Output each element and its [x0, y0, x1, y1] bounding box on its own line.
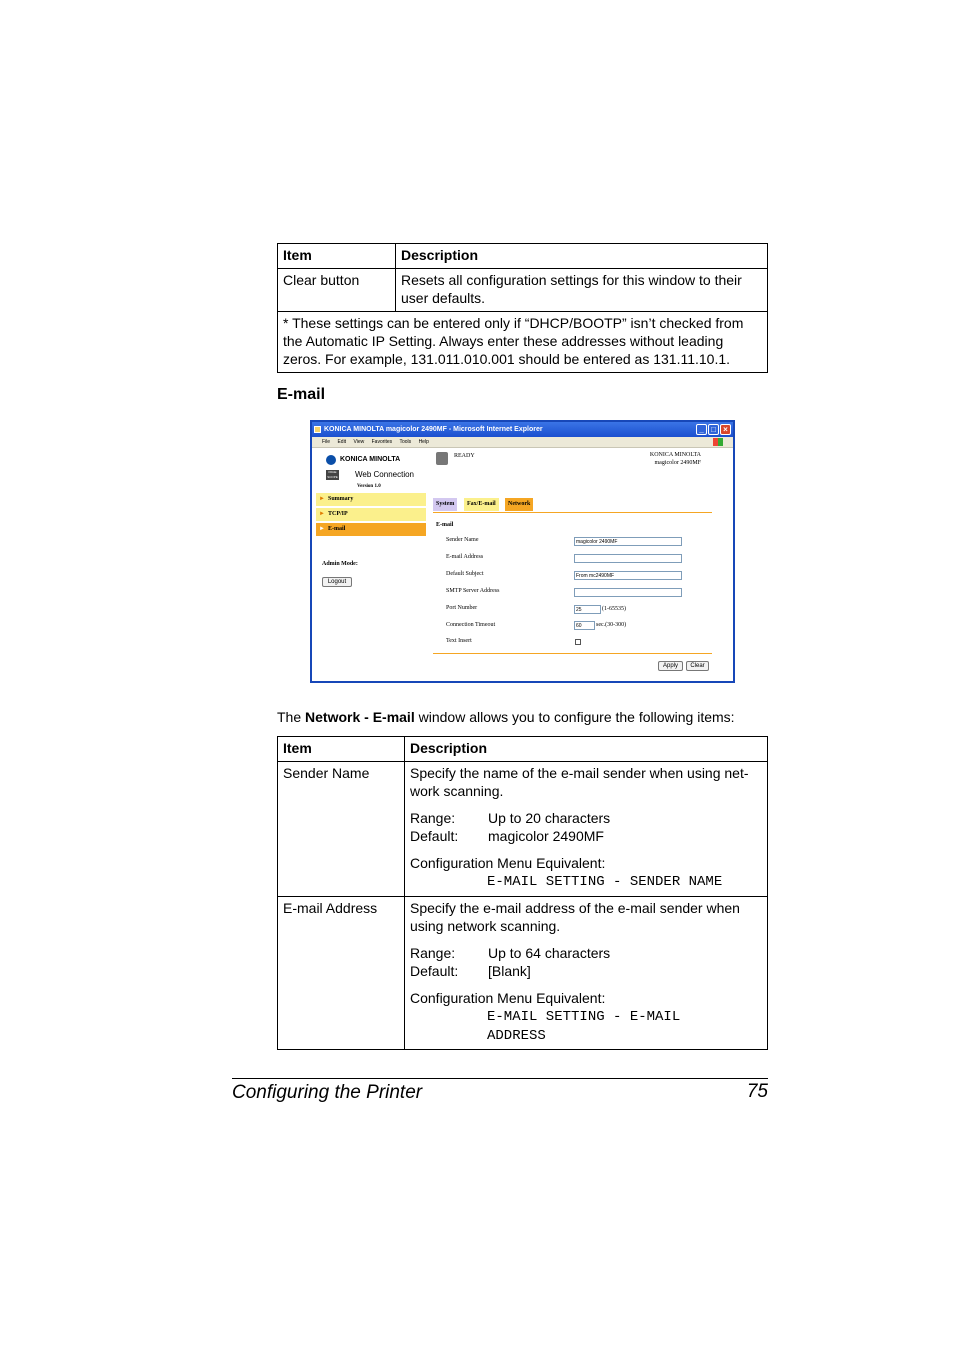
minimize-icon[interactable]: _ [696, 424, 707, 435]
table-row [278, 312, 768, 373]
header-item: Item [278, 737, 405, 762]
table-row [278, 897, 768, 1050]
clear-button[interactable]: Clear [686, 661, 709, 671]
range-line: Range: Up to 64 characters [410, 945, 611, 961]
footnote: * These settings can be entered only if “DHCP/BOOTP” isn’t checked from the Automatic IP Setting. Always enter these addresses without leading zeros. For example, 131.011.010.001 should be entered as 131.11.10.1. [278, 312, 768, 373]
row-item: E-mail Address [278, 897, 405, 1050]
label-email-address: E-mail Address [446, 554, 484, 560]
arrow-right-icon: ► [319, 511, 325, 517]
connection-timeout-input[interactable]: 60 [574, 621, 595, 630]
sidebar-item-tcpip[interactable]: ► TCP/IP [316, 508, 426, 521]
windows-flag-icon [713, 438, 723, 446]
default-line: Default: magicolor 2490MF [410, 828, 604, 844]
arrow-right-icon: ► [319, 496, 325, 502]
arrow-right-icon: ► [319, 526, 325, 532]
logout-button[interactable]: Logout [322, 577, 352, 587]
label-default-subject: Default Subject [446, 571, 484, 577]
browser-window-screenshot [310, 420, 735, 683]
section-title: E-mail [436, 522, 454, 528]
admin-mode-label: Admin Mode: [322, 561, 358, 567]
port-number-input[interactable]: 25 [574, 605, 601, 614]
printer-icon [436, 452, 448, 465]
range-line: Range: Up to 20 characters [410, 810, 611, 826]
sidebar-item-email[interactable]: ► E-mail [316, 523, 426, 536]
intro-text: The Network - E-mail window allows you to configure the following items: [277, 709, 735, 725]
config-label: Configuration Menu Equivalent: [410, 855, 606, 871]
tab-network[interactable]: Network [505, 498, 533, 511]
label-port-number: Port Number [446, 605, 478, 611]
config-value-continued: ADDRESS [487, 1028, 546, 1044]
divider [433, 653, 712, 654]
menu-edit[interactable]: Edit [337, 439, 347, 445]
row-description [405, 762, 768, 897]
description-text: Specify the e-mail address of the e-mail sender when using network scanning. [410, 900, 740, 934]
menu-view[interactable]: View [353, 439, 365, 445]
label-text-insert: Text Insert [446, 638, 472, 644]
description-text: Specify the name of the e-mail sender when using net-work scanning. [410, 765, 749, 799]
smtp-server-input[interactable] [574, 588, 682, 597]
default-subject-input[interactable]: From mc2490MF [574, 571, 682, 580]
table-row [278, 762, 768, 897]
label-sender-name: Sender Name [446, 537, 479, 543]
menu-tools[interactable]: Tools [399, 439, 412, 445]
logo-text: KONICA MINOLTA [340, 456, 401, 463]
brand-text: KONICA MINOLTA [649, 452, 701, 458]
sender-name-input[interactable]: magicolor 2490MF [574, 537, 682, 546]
close-icon[interactable]: × [720, 424, 731, 435]
config-label: Configuration Menu Equivalent: [410, 990, 606, 1006]
footer-rule [232, 1078, 768, 1079]
menu-bar [312, 437, 733, 448]
tab-fax-email[interactable]: Fax/E-mail [464, 498, 499, 511]
maximize-icon[interactable]: □ [708, 424, 719, 435]
konica-minolta-globe-icon [326, 455, 336, 465]
tab-system[interactable]: System [433, 498, 457, 511]
apply-button[interactable]: Apply [658, 661, 683, 671]
row-description [405, 897, 768, 1050]
window-title-bar [312, 422, 733, 437]
sidebar-item-summary[interactable]: ► Summary [316, 493, 426, 506]
config-value: E-MAIL SETTING - E-MAIL [487, 1009, 681, 1025]
header-description: Description [405, 737, 768, 762]
config-value: E-MAIL SETTING - SENDER NAME [487, 874, 723, 890]
divider [433, 512, 712, 513]
label-connection-timeout: Connection Timeout [446, 622, 496, 628]
version: Version 1.0 [357, 484, 381, 489]
items-table [277, 736, 768, 1050]
connection-timeout-hint: sec.(30-300) [596, 622, 627, 628]
menu-help[interactable]: Help [418, 439, 429, 445]
window-title: KONICA MINOLTA magicolor 2490MF - Microsoft Internet Explorer [324, 426, 543, 433]
default-line: Default: [Blank] [410, 963, 531, 979]
table-row [278, 269, 768, 312]
row-item: Sender Name [278, 762, 405, 897]
menu-file[interactable]: File [322, 439, 331, 445]
row-item: Clear button [278, 269, 396, 312]
header-item: Item [278, 244, 396, 269]
model-text: magicolor 2490MF [654, 460, 701, 466]
page-number: 75 [746, 1081, 768, 1102]
label-smtp-server: SMTP Server Address [446, 588, 500, 594]
browser-app-icon [314, 426, 321, 433]
top-table [277, 243, 768, 373]
page-content [312, 448, 733, 680]
pagescope-badge: PAGE SCOPE [327, 470, 338, 479]
row-description: Resets all configuration settings for this window to their user defaults. [396, 269, 768, 312]
port-number-hint: (1-65535) [602, 606, 626, 612]
pagescope-text: Web Connection [355, 470, 414, 479]
status-text: READY [454, 453, 475, 459]
section-heading: E-mail [277, 386, 326, 403]
menu-favorites[interactable]: Favorites [371, 439, 393, 445]
footer-title: Configuring the Printer [232, 1082, 423, 1103]
text-insert-checkbox[interactable] [575, 639, 581, 645]
header-description: Description [396, 244, 768, 269]
email-address-input[interactable] [574, 554, 682, 563]
